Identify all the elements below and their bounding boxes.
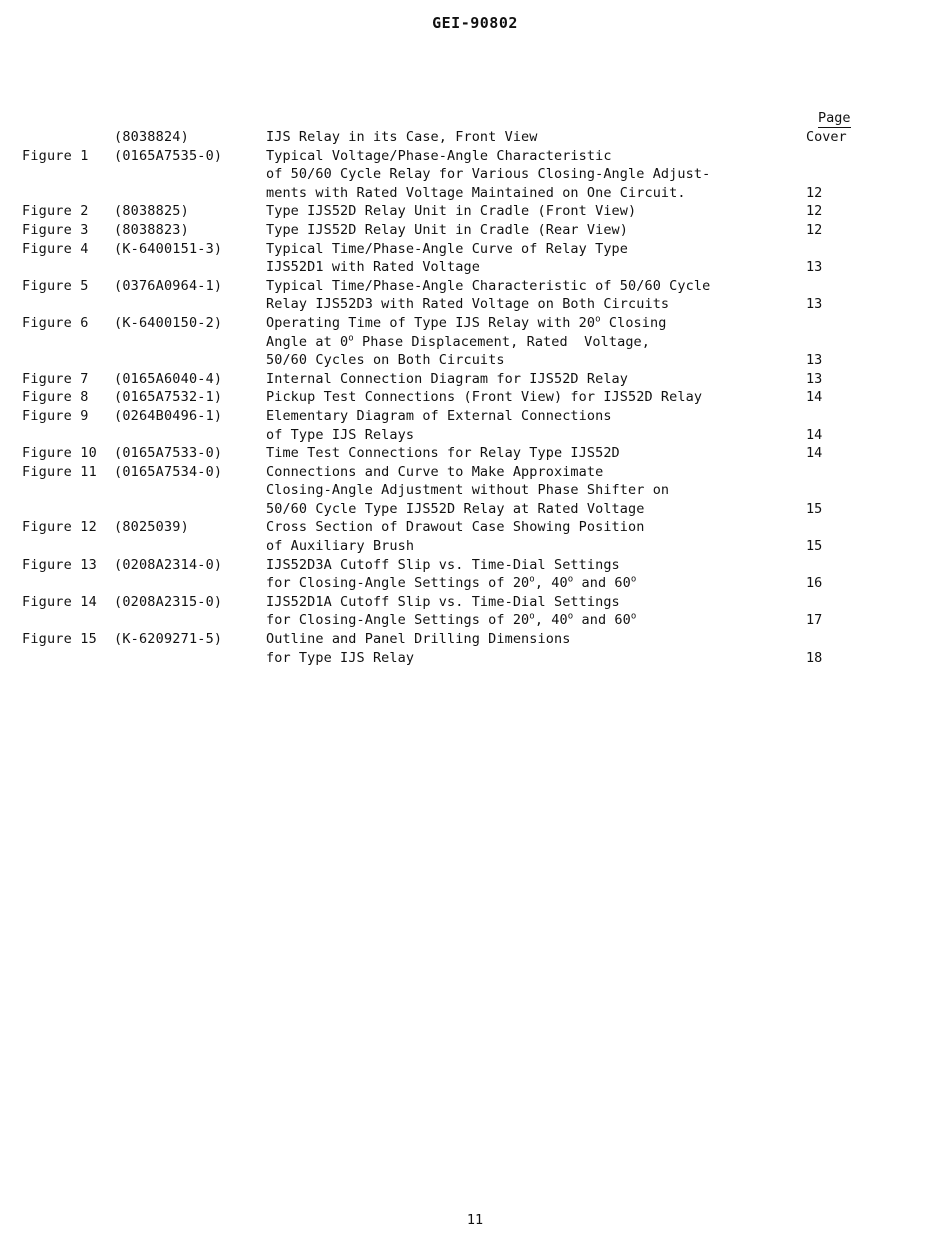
figure-list-row bbox=[22, 202, 866, 221]
figure-drawing-number: (0264B0496-1) bbox=[114, 407, 223, 424]
figure-drawing-number: (0165A7532-1) bbox=[114, 389, 223, 406]
figure-page-number: 12 bbox=[806, 203, 823, 220]
figure-page-number: 16 bbox=[806, 575, 823, 592]
figure-label bbox=[22, 295, 114, 314]
figure-label: Figure 8 bbox=[22, 389, 89, 406]
figure-drawing-number bbox=[114, 165, 266, 184]
figure-label: Figure 15 bbox=[22, 631, 97, 648]
figure-label: Figure 13 bbox=[22, 556, 97, 573]
figure-label bbox=[22, 537, 114, 556]
figure-label: Figure 7 bbox=[22, 370, 89, 387]
figure-drawing-number: (0165A7534-0) bbox=[114, 463, 223, 480]
footer-page-number: 11 bbox=[466, 1212, 484, 1228]
figure-label bbox=[22, 500, 114, 519]
figure-description-line: Elementary Diagram of External Connections bbox=[266, 407, 612, 424]
figure-description-line: Typical Voltage/Phase-Angle Characteristic bbox=[266, 147, 612, 164]
figure-page-number: 14 bbox=[806, 389, 823, 406]
figure-description-line: for Type IJS Relay bbox=[266, 649, 415, 666]
figure-list-row bbox=[22, 221, 866, 240]
figure-list-row bbox=[22, 351, 866, 370]
figure-label bbox=[22, 184, 114, 203]
figure-page-number: 15 bbox=[806, 538, 823, 555]
figure-page-number: 15 bbox=[806, 500, 823, 517]
figure-drawing-number bbox=[114, 258, 266, 277]
figure-label bbox=[22, 649, 114, 668]
figure-label bbox=[22, 351, 114, 370]
figure-label: Figure 11 bbox=[22, 463, 97, 480]
figure-page-number bbox=[806, 481, 866, 500]
figure-label: Figure 6 bbox=[22, 314, 89, 331]
figure-description-line: for Closing-Angle Settings of 20$^o$, 40$^o$ and 60$^o$ bbox=[266, 611, 637, 629]
figure-page-number bbox=[806, 277, 866, 296]
figure-description-line: Connections and Curve to Make Approximate bbox=[266, 463, 604, 480]
figure-page-number: 13 bbox=[806, 296, 823, 313]
figure-page-number: 17 bbox=[806, 612, 823, 629]
figure-label: Figure 9 bbox=[22, 407, 89, 424]
figure-description-line: of Type IJS Relays bbox=[266, 426, 415, 443]
figure-label: Figure 3 bbox=[22, 221, 89, 238]
figure-page-number bbox=[806, 630, 866, 649]
figure-description-line: Cross Section of Drawout Case Showing Position bbox=[266, 519, 645, 536]
figure-drawing-number: (K-6400150-2) bbox=[114, 314, 223, 331]
figure-page-number: 18 bbox=[806, 649, 823, 666]
figure-list-row bbox=[22, 481, 866, 500]
figure-label bbox=[22, 481, 114, 500]
figure-drawing-number bbox=[114, 426, 266, 445]
figure-page-number: 12 bbox=[806, 221, 823, 238]
figure-description-line: 50/60 Cycle Type IJS52D Relay at Rated Voltage bbox=[266, 500, 645, 517]
figure-drawing-number bbox=[114, 574, 266, 593]
figure-drawing-number: (0165A6040-4) bbox=[114, 370, 223, 387]
figure-description-line: IJS52D1A Cutoff Slip vs. Time-Dial Settings bbox=[266, 593, 620, 610]
figure-label bbox=[22, 611, 114, 630]
figure-list-row bbox=[22, 556, 866, 575]
figure-description-line: Outline and Panel Drilling Dimensions bbox=[266, 631, 571, 648]
figure-list-row bbox=[22, 388, 866, 407]
figure-description-line: Operating Time of Type IJS Relay with 20$^o$ Closing bbox=[266, 314, 667, 331]
figure-list-row bbox=[22, 630, 866, 649]
figure-list-row bbox=[22, 500, 866, 519]
figure-list-body bbox=[22, 128, 866, 667]
figure-drawing-number bbox=[114, 500, 266, 519]
figure-page-number: 12 bbox=[806, 184, 823, 201]
figure-page-number: 13 bbox=[806, 352, 823, 369]
figure-label: Figure 4 bbox=[22, 240, 89, 257]
figure-page-number: 13 bbox=[806, 370, 823, 387]
figure-list-row bbox=[22, 649, 866, 668]
figure-drawing-number: (K-6209271-5) bbox=[114, 631, 223, 648]
figure-drawing-number bbox=[114, 611, 266, 630]
figure-label bbox=[22, 333, 114, 352]
figure-page-number: 13 bbox=[806, 259, 823, 276]
figure-page-number bbox=[806, 314, 866, 333]
figure-label: Figure 1 bbox=[22, 147, 89, 164]
figure-description-line: 50/60 Cycles on Both Circuits bbox=[266, 352, 505, 369]
figure-description-line: Pickup Test Connections (Front View) for IJS52D Relay bbox=[266, 389, 703, 406]
figure-page-number bbox=[806, 463, 866, 482]
figure-list-row bbox=[22, 240, 866, 259]
figure-list-row bbox=[22, 593, 866, 612]
figure-list-row bbox=[22, 277, 866, 296]
figure-description-line: Typical Time/Phase-Angle Curve of Relay Type bbox=[266, 240, 629, 257]
figure-description-line: Typical Time/Phase-Angle Characteristic of 50/60 Cycle bbox=[266, 277, 711, 294]
figure-list-row bbox=[22, 165, 866, 184]
figure-drawing-number bbox=[114, 184, 266, 203]
figure-description-line: of 50/60 Cycle Relay for Various Closing-Angle Adjust- bbox=[266, 166, 711, 183]
figure-drawing-number: (0208A2314-0) bbox=[114, 556, 223, 573]
figure-list-row bbox=[22, 128, 866, 147]
figure-drawing-number bbox=[114, 351, 266, 370]
figure-description-line: Type IJS52D Relay Unit in Cradle (Rear View) bbox=[266, 221, 629, 238]
figure-label bbox=[22, 165, 114, 184]
figure-page-number bbox=[806, 333, 866, 352]
figure-drawing-number: (0376A0964-1) bbox=[114, 277, 223, 294]
figure-list-row bbox=[22, 370, 866, 389]
figure-list-row bbox=[22, 537, 866, 556]
figure-list-row bbox=[22, 333, 866, 352]
figure-description-line: Closing-Angle Adjustment without Phase Shifter on bbox=[266, 482, 670, 499]
figure-list-row bbox=[22, 295, 866, 314]
figure-description-line: Time Test Connections for Relay Type IJS52D bbox=[266, 445, 620, 462]
figure-description-line: IJS Relay in its Case, Front View bbox=[266, 129, 538, 145]
figure-drawing-number bbox=[114, 333, 266, 352]
figure-drawing-number: (8025039) bbox=[114, 519, 189, 536]
figure-description-line: of Auxiliary Brush bbox=[266, 538, 415, 555]
figure-description-line: for Closing-Angle Settings of 20$^o$, 40$^o$ and 60$^o$ bbox=[266, 574, 637, 592]
figure-page-number bbox=[806, 407, 866, 426]
figure-label: Figure 14 bbox=[22, 593, 97, 610]
figure-list-row bbox=[22, 407, 866, 426]
figure-drawing-number bbox=[114, 537, 266, 556]
figure-drawing-number: (0165A7533-0) bbox=[114, 445, 223, 462]
list-of-figures bbox=[0, 110, 950, 667]
figure-page-number: 14 bbox=[806, 426, 823, 443]
figure-list-row bbox=[22, 518, 866, 537]
figure-description-line: Angle at 0$^o$ Phase Displacement, Rated Voltage, bbox=[266, 333, 651, 350]
figure-list-row bbox=[22, 444, 866, 463]
figure-description-line: IJS52D3A Cutoff Slip vs. Time-Dial Settings bbox=[266, 556, 620, 573]
document-header: GEI-90802 bbox=[432, 14, 518, 32]
figure-list-table bbox=[22, 128, 866, 667]
figure-description-line: Type IJS52D Relay Unit in Cradle (Front View) bbox=[266, 203, 637, 220]
figure-page-number bbox=[806, 240, 866, 259]
figure-label: Figure 12 bbox=[22, 519, 97, 536]
figure-page-number bbox=[806, 165, 866, 184]
figure-description-line: ments with Rated Voltage Maintained on One Circuit. bbox=[266, 184, 686, 201]
figure-page-number bbox=[806, 556, 866, 575]
figure-description-line: Internal Connection Diagram for IJS52D Relay bbox=[266, 370, 629, 387]
figure-label bbox=[22, 258, 114, 277]
page-column-header-label: Page bbox=[818, 110, 851, 126]
figure-drawing-number: (8038825) bbox=[114, 203, 189, 220]
figure-drawing-number bbox=[114, 295, 266, 314]
figure-list-row bbox=[22, 611, 866, 630]
figure-list-row bbox=[22, 147, 866, 166]
figure-list-row bbox=[22, 463, 866, 482]
figure-page-number bbox=[806, 518, 866, 537]
figure-label: Figure 10 bbox=[22, 445, 97, 462]
figure-label: Figure 2 bbox=[22, 203, 89, 220]
figure-list-row bbox=[22, 314, 866, 333]
figure-list-row bbox=[22, 258, 866, 277]
figure-drawing-number: (0208A2315-0) bbox=[114, 593, 223, 610]
figure-drawing-number: (K-6400151-3) bbox=[114, 240, 223, 257]
figure-label bbox=[22, 426, 114, 445]
figure-drawing-number bbox=[114, 481, 266, 500]
figure-list-row bbox=[22, 426, 866, 445]
figure-drawing-number: (8038823) bbox=[114, 221, 189, 238]
figure-list-row bbox=[22, 184, 866, 203]
figure-page-number bbox=[806, 147, 866, 166]
figure-label: Figure 5 bbox=[22, 277, 89, 294]
figure-drawing-number: (8038824) bbox=[114, 129, 189, 145]
figure-drawing-number bbox=[114, 649, 266, 668]
figure-description-line: Relay IJS52D3 with Rated Voltage on Both Circuits bbox=[266, 296, 670, 313]
figure-page-number: Cover bbox=[806, 129, 847, 145]
figure-page-number: 14 bbox=[806, 445, 823, 462]
figure-description-line: IJS52D1 with Rated Voltage bbox=[266, 259, 480, 276]
figure-page-number bbox=[806, 593, 866, 612]
figure-list-row bbox=[22, 574, 866, 593]
figure-label bbox=[22, 574, 114, 593]
figure-drawing-number: (0165A7535-0) bbox=[114, 147, 223, 164]
figure-label bbox=[22, 128, 114, 147]
